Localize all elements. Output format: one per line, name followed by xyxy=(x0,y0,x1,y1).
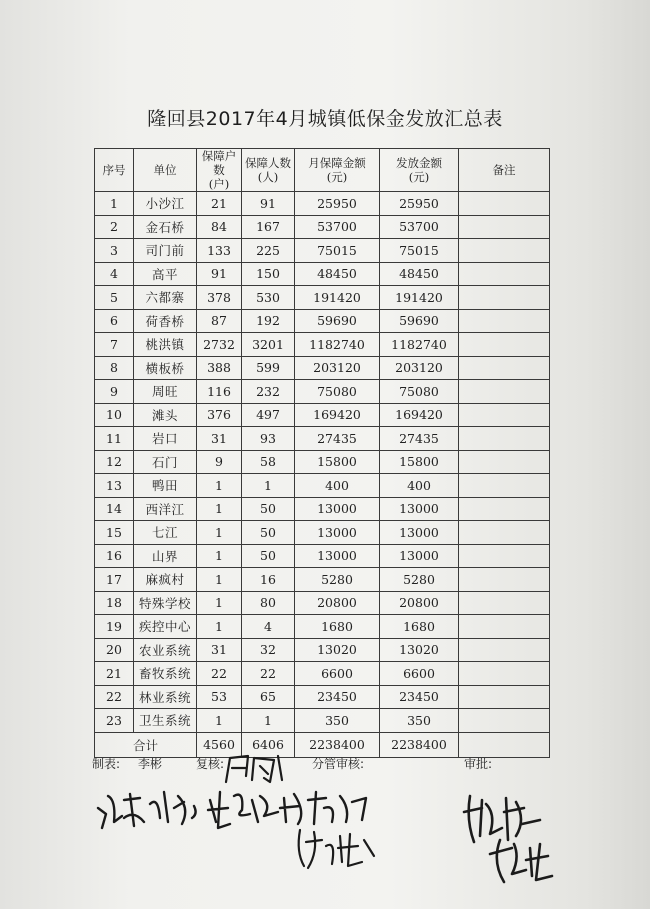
cell-index: 7 xyxy=(95,333,134,357)
cell-unit: 横板桥 xyxy=(134,356,197,380)
cell-note xyxy=(459,685,550,709)
cell-monthly: 75015 xyxy=(295,239,380,263)
cell-monthly: 13000 xyxy=(295,521,380,545)
cell-households: 21 xyxy=(197,192,242,216)
cell-unit: 司门前 xyxy=(134,239,197,263)
table-row xyxy=(95,309,550,333)
cell-monthly: 1680 xyxy=(295,615,380,639)
cell-paid: 191420 xyxy=(380,286,459,310)
cell-persons: 530 xyxy=(242,286,295,310)
cell-paid: 13000 xyxy=(380,544,459,568)
cell-unit: 西洋江 xyxy=(134,497,197,521)
cell-paid: 400 xyxy=(380,474,459,498)
cell-note xyxy=(459,356,550,380)
table-row xyxy=(95,615,550,639)
cell-index: 21 xyxy=(95,662,134,686)
cell-paid: 5280 xyxy=(380,568,459,592)
table-row xyxy=(95,474,550,498)
cell-paid: 48450 xyxy=(380,262,459,286)
cell-index: 9 xyxy=(95,380,134,404)
cell-paid: 350 xyxy=(380,709,459,733)
cell-note xyxy=(459,403,550,427)
cell-households: 1 xyxy=(197,591,242,615)
cell-note xyxy=(459,262,550,286)
cell-index: 22 xyxy=(95,685,134,709)
cell-persons: 91 xyxy=(242,192,295,216)
cell-note xyxy=(459,450,550,474)
cell-paid: 15800 xyxy=(380,450,459,474)
cell-index: 11 xyxy=(95,427,134,451)
cell-paid: 59690 xyxy=(380,309,459,333)
cell-persons: 16 xyxy=(242,568,295,592)
table-row xyxy=(95,450,550,474)
approve-signature-2 xyxy=(486,834,576,886)
cell-unit: 滩头 xyxy=(134,403,197,427)
header-persons-label: 保障人数 xyxy=(245,156,291,170)
total-note xyxy=(459,732,550,757)
cell-paid: 1182740 xyxy=(380,333,459,357)
cell-note xyxy=(459,333,550,357)
table-row xyxy=(95,286,550,310)
prepared-name: 李彬 xyxy=(138,757,163,771)
cell-unit: 卫生系统 xyxy=(134,709,197,733)
cell-households: 1 xyxy=(197,615,242,639)
cell-persons: 1 xyxy=(242,474,295,498)
cell-unit: 周旺 xyxy=(134,380,197,404)
table-row xyxy=(95,662,550,686)
cell-paid: 169420 xyxy=(380,403,459,427)
cell-index: 8 xyxy=(95,356,134,380)
table-row xyxy=(95,262,550,286)
table-row xyxy=(95,403,550,427)
cell-paid: 13000 xyxy=(380,521,459,545)
cell-persons: 150 xyxy=(242,262,295,286)
cell-unit: 特殊学校 xyxy=(134,591,197,615)
cell-unit: 高平 xyxy=(134,262,197,286)
total-row xyxy=(95,732,550,757)
table-body xyxy=(95,192,550,758)
table-row xyxy=(95,544,550,568)
cell-monthly: 48450 xyxy=(295,262,380,286)
header-paid-unit: (元) xyxy=(408,170,430,184)
cell-note xyxy=(459,309,550,333)
cell-persons: 50 xyxy=(242,497,295,521)
cell-index: 1 xyxy=(95,192,134,216)
table-row xyxy=(95,356,550,380)
cell-persons: 32 xyxy=(242,638,295,662)
cell-index: 23 xyxy=(95,709,134,733)
cell-households: 87 xyxy=(197,309,242,333)
cell-households: 31 xyxy=(197,638,242,662)
cell-unit: 麻疯村 xyxy=(134,568,197,592)
cell-index: 12 xyxy=(95,450,134,474)
header-households-unit: (户) xyxy=(208,177,230,191)
cell-index: 20 xyxy=(95,638,134,662)
cell-persons: 167 xyxy=(242,215,295,239)
cell-households: 53 xyxy=(197,685,242,709)
review-label: 复核: xyxy=(196,757,225,771)
cell-index: 17 xyxy=(95,568,134,592)
cell-index: 18 xyxy=(95,591,134,615)
cell-households: 84 xyxy=(197,215,242,239)
cell-monthly: 13020 xyxy=(295,638,380,662)
cell-note xyxy=(459,544,550,568)
table-row xyxy=(95,239,550,263)
cell-monthly: 400 xyxy=(295,474,380,498)
cell-persons: 192 xyxy=(242,309,295,333)
cell-persons: 50 xyxy=(242,544,295,568)
header-monthly-label: 月保障金额 xyxy=(308,156,366,170)
cell-paid: 1680 xyxy=(380,615,459,639)
cell-index: 13 xyxy=(95,474,134,498)
cell-persons: 80 xyxy=(242,591,295,615)
cell-index: 15 xyxy=(95,521,134,545)
cell-index: 4 xyxy=(95,262,134,286)
cell-households: 91 xyxy=(197,262,242,286)
cell-persons: 4 xyxy=(242,615,295,639)
cell-monthly: 169420 xyxy=(295,403,380,427)
cell-note xyxy=(459,497,550,521)
cell-unit: 农业系统 xyxy=(134,638,197,662)
cell-note xyxy=(459,286,550,310)
cell-note xyxy=(459,662,550,686)
cell-monthly: 350 xyxy=(295,709,380,733)
cell-index: 3 xyxy=(95,239,134,263)
cell-persons: 58 xyxy=(242,450,295,474)
cell-monthly: 53700 xyxy=(295,215,380,239)
total-label: 合计 xyxy=(95,732,197,757)
cell-households: 388 xyxy=(197,356,242,380)
cell-households: 116 xyxy=(197,380,242,404)
total-persons: 6406 xyxy=(242,732,295,757)
document-title: 隆回县2017年4月城镇低保金发放汇总表 xyxy=(147,108,503,130)
cell-monthly: 13000 xyxy=(295,497,380,521)
table-row xyxy=(95,333,550,357)
cell-monthly: 23450 xyxy=(295,685,380,709)
table-row xyxy=(95,215,550,239)
cell-unit: 林业系统 xyxy=(134,685,197,709)
dept-review-label: 分管审核: xyxy=(312,757,365,771)
cell-note xyxy=(459,615,550,639)
cell-paid: 53700 xyxy=(380,215,459,239)
table-row xyxy=(95,709,550,733)
cell-monthly: 13000 xyxy=(295,544,380,568)
cell-index: 2 xyxy=(95,215,134,239)
table-row xyxy=(95,568,550,592)
header-index: 序号 xyxy=(95,149,134,192)
cell-note xyxy=(459,709,550,733)
cell-paid: 75015 xyxy=(380,239,459,263)
cell-note xyxy=(459,215,550,239)
table-row xyxy=(95,427,550,451)
table-row xyxy=(95,497,550,521)
cell-unit: 小沙江 xyxy=(134,192,197,216)
header-paid-label: 发放金额 xyxy=(396,156,442,170)
header-persons-unit: (人) xyxy=(257,170,279,184)
cell-index: 5 xyxy=(95,286,134,310)
cell-monthly: 6600 xyxy=(295,662,380,686)
cell-monthly: 27435 xyxy=(295,427,380,451)
cell-index: 6 xyxy=(95,309,134,333)
cell-paid: 23450 xyxy=(380,685,459,709)
cell-paid: 13000 xyxy=(380,497,459,521)
cell-persons: 50 xyxy=(242,521,295,545)
cell-unit: 七江 xyxy=(134,521,197,545)
cell-unit: 山界 xyxy=(134,544,197,568)
cell-households: 1 xyxy=(197,474,242,498)
cell-persons: 497 xyxy=(242,403,295,427)
table-row xyxy=(95,591,550,615)
cell-households: 1 xyxy=(197,521,242,545)
cell-persons: 3201 xyxy=(242,333,295,357)
cell-paid: 25950 xyxy=(380,192,459,216)
cell-households: 1 xyxy=(197,497,242,521)
cell-unit: 岩口 xyxy=(134,427,197,451)
cell-households: 1 xyxy=(197,709,242,733)
table-header-row xyxy=(95,149,550,192)
cell-unit: 六都寨 xyxy=(134,286,197,310)
header-unit: 单位 xyxy=(134,149,197,192)
cell-persons: 65 xyxy=(242,685,295,709)
cell-monthly: 75080 xyxy=(295,380,380,404)
cell-paid: 20800 xyxy=(380,591,459,615)
table-row xyxy=(95,192,550,216)
footer-signature-line xyxy=(92,755,572,775)
cell-monthly: 1182740 xyxy=(295,333,380,357)
cell-persons: 599 xyxy=(242,356,295,380)
header-monthly xyxy=(295,149,380,192)
header-households-label: 保障户数 xyxy=(201,149,237,177)
cell-households: 378 xyxy=(197,286,242,310)
cell-paid: 6600 xyxy=(380,662,459,686)
cell-note xyxy=(459,474,550,498)
cell-households: 22 xyxy=(197,662,242,686)
cell-unit: 金石桥 xyxy=(134,215,197,239)
cell-monthly: 5280 xyxy=(295,568,380,592)
cell-persons: 22 xyxy=(242,662,295,686)
table-row xyxy=(95,521,550,545)
cell-unit: 桃洪镇 xyxy=(134,333,197,357)
cell-paid: 75080 xyxy=(380,380,459,404)
cell-index: 19 xyxy=(95,615,134,639)
cell-note xyxy=(459,591,550,615)
cell-households: 9 xyxy=(197,450,242,474)
header-households xyxy=(197,149,242,192)
cell-monthly: 20800 xyxy=(295,591,380,615)
cell-note xyxy=(459,427,550,451)
table-row xyxy=(95,380,550,404)
cell-monthly: 15800 xyxy=(295,450,380,474)
header-paid xyxy=(380,149,459,192)
cell-households: 2732 xyxy=(197,333,242,357)
approve-label: 审批: xyxy=(464,757,493,771)
cell-note xyxy=(459,638,550,662)
total-paid: 2238400 xyxy=(380,732,459,757)
dept-signature xyxy=(292,822,382,874)
cell-monthly: 59690 xyxy=(295,309,380,333)
cell-note xyxy=(459,239,550,263)
cell-paid: 27435 xyxy=(380,427,459,451)
cell-note xyxy=(459,380,550,404)
cell-index: 16 xyxy=(95,544,134,568)
cell-unit: 疾控中心 xyxy=(134,615,197,639)
cell-monthly: 25950 xyxy=(295,192,380,216)
cell-note xyxy=(459,521,550,545)
cell-persons: 93 xyxy=(242,427,295,451)
cell-note xyxy=(459,568,550,592)
cell-index: 10 xyxy=(95,403,134,427)
summary-table xyxy=(94,148,550,758)
header-monthly-unit: (元) xyxy=(326,170,348,184)
cell-unit: 荷香桥 xyxy=(134,309,197,333)
cell-paid: 13020 xyxy=(380,638,459,662)
table-row xyxy=(95,638,550,662)
cell-households: 133 xyxy=(197,239,242,263)
cell-unit: 鸭田 xyxy=(134,474,197,498)
cell-households: 1 xyxy=(197,544,242,568)
header-note: 备注 xyxy=(459,149,550,192)
cell-unit: 畜牧系统 xyxy=(134,662,197,686)
total-monthly: 2238400 xyxy=(295,732,380,757)
cell-households: 376 xyxy=(197,403,242,427)
cell-index: 14 xyxy=(95,497,134,521)
table-row xyxy=(95,685,550,709)
cell-unit: 石门 xyxy=(134,450,197,474)
cell-monthly: 203120 xyxy=(295,356,380,380)
cell-note xyxy=(459,192,550,216)
cell-persons: 232 xyxy=(242,380,295,404)
header-persons xyxy=(242,149,295,192)
cell-households: 31 xyxy=(197,427,242,451)
cell-paid: 203120 xyxy=(380,356,459,380)
cell-monthly: 191420 xyxy=(295,286,380,310)
cell-households: 1 xyxy=(197,568,242,592)
prepared-label: 制表: xyxy=(92,757,121,771)
total-households: 4560 xyxy=(197,732,242,757)
cell-persons: 225 xyxy=(242,239,295,263)
cell-persons: 1 xyxy=(242,709,295,733)
